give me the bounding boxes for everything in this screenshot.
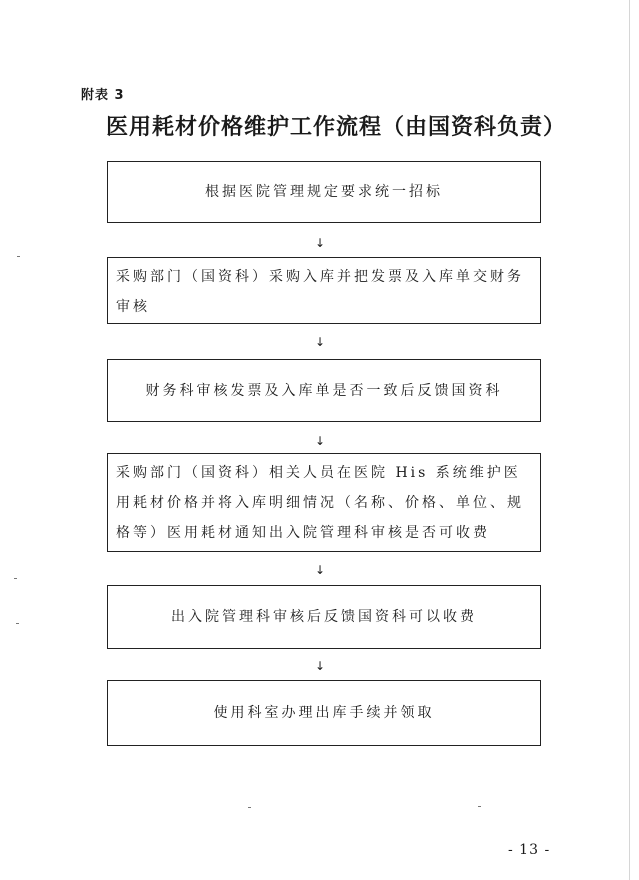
flow-arrow-icon: ↓ <box>314 236 326 250</box>
scan-speck <box>248 807 251 808</box>
attachment-label: 附表 3 <box>81 88 125 103</box>
scan-speck <box>17 256 20 257</box>
scan-speck <box>478 806 481 807</box>
flow-arrow-icon: ↓ <box>314 659 326 673</box>
page-title: 医用耗材价格维护工作流程（由国资科负责） <box>106 114 567 140</box>
flow-step-1: 根据医院管理规定要求统一招标 <box>107 161 541 223</box>
flow-arrow-icon: ↓ <box>314 434 326 448</box>
flow-arrow-icon: ↓ <box>314 335 326 349</box>
flow-step-4: 采购部门（国资科）相关人员在医院 His 系统维护医用耗材价格并将入库明细情况（名称、价格、单位、规格等）医用耗材通知出入院管理科审核是否可收费 <box>107 453 541 552</box>
flow-step-5: 出入院管理科审核后反馈国资科可以收费 <box>107 585 541 649</box>
flow-step-3: 财务科审核发票及入库单是否一致后反馈国资科 <box>107 359 541 422</box>
flow-arrow-icon: ↓ <box>314 563 326 577</box>
page-number: - 13 - <box>508 842 551 858</box>
flow-step-6: 使用科室办理出库手续并领取 <box>107 680 541 746</box>
page-edge-line <box>629 0 630 880</box>
scan-speck <box>14 578 17 579</box>
scan-speck <box>16 623 19 624</box>
flow-step-2: 采购部门（国资科）采购入库并把发票及入库单交财务审核 <box>107 257 541 324</box>
